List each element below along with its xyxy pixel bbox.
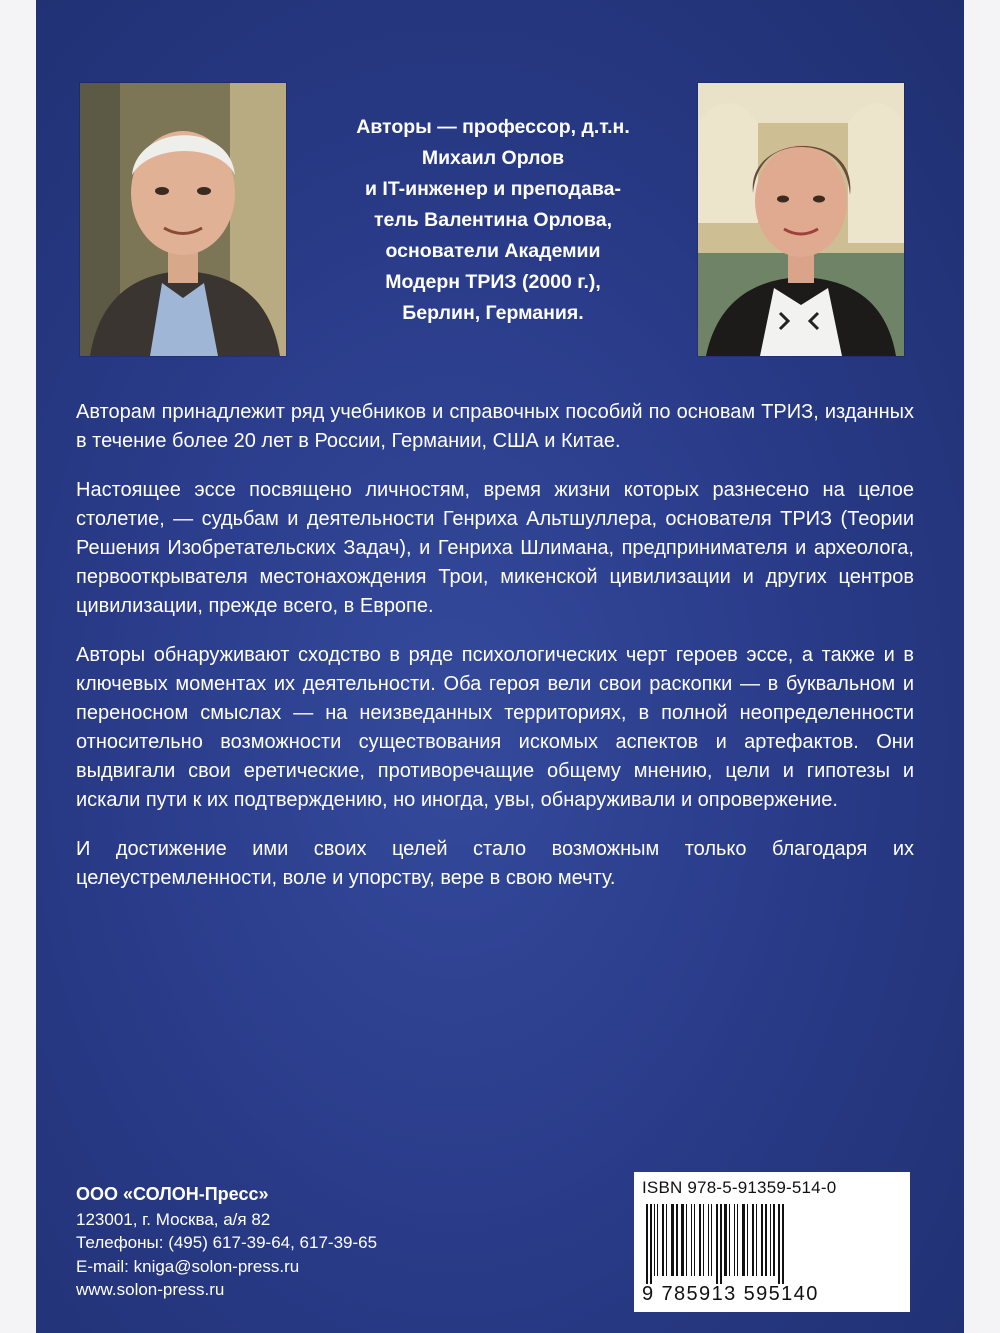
barcode-bar: [765, 1204, 767, 1276]
barcode-bar: [681, 1204, 684, 1276]
authors-caption-line: тель Валентина Орлова,: [373, 209, 613, 231]
barcode-bar: [691, 1204, 692, 1276]
barcode-bar: [747, 1204, 748, 1276]
woman-portrait-illustration: [698, 83, 904, 356]
barcode-bar: [676, 1204, 678, 1276]
book-back-cover: [36, 0, 964, 1333]
barcode-bar: [734, 1204, 735, 1276]
authors-caption-line: Модерн ТРИЗ (2000 г.),: [385, 271, 601, 293]
barcode-bar: [724, 1204, 727, 1276]
publisher-address: 123001, г. Москва, а/я 82: [76, 1209, 271, 1229]
barcode-bar: [703, 1204, 704, 1276]
barcode-bar: [654, 1204, 655, 1276]
cover-edge-left: [0, 0, 36, 1333]
author-photo-mikhail-orlov: [80, 83, 286, 356]
barcode-bar: [778, 1204, 780, 1284]
barcode-bar: [720, 1204, 722, 1284]
authors-caption-line: Берлин, Германия.: [402, 302, 584, 324]
barcode-bar: [657, 1204, 658, 1276]
description-paragraph: Авторам принадлежит ряд учебников и справочных пособий по основам ТРИЗ, изданных в течение более 20 лет в России, Германии, США и Китае.: [76, 401, 914, 452]
barcode-bar: [737, 1204, 738, 1276]
description-paragraph: Настоящее эссе посвящено личностям, время жизни которых разнесено на целое столетие, — судьбам и деятельности Генриха Альтшуллера, основателя ТРИЗ (Теории Решения Изобретательских Задач), и Генриха Шлимана, предпринимателя и археолога, первооткрывателя местонахождения Трои, микенской цивилизации и других центров цивилизации, прежде всего, в Европе.: [76, 479, 914, 617]
publisher-name: ООО «СОЛОН-Пресс»: [76, 1184, 269, 1204]
description-paragraph: И достижение ими своих целей стало возможным только благодаря их целеустремленности, воле и упорству, вере в свою мечту.: [76, 838, 914, 889]
barcode-bar: [782, 1204, 784, 1284]
barcode-bar: [699, 1204, 701, 1276]
barcode-bar: [752, 1204, 754, 1276]
barcode-bar: [756, 1204, 757, 1276]
isbn-barcode: [634, 1172, 910, 1312]
isbn-number: ISBN 978-5-91359-514-0: [642, 1178, 837, 1197]
authors-caption-line: и IT-инженер и преподава-: [365, 178, 621, 200]
barcode-bars-icon: [644, 1204, 900, 1284]
barcode-bar: [729, 1204, 730, 1276]
publisher-email: E-mail: kniga@solon-press.ru: [76, 1256, 300, 1276]
barcode-bar: [646, 1204, 648, 1284]
barcode-bar: [694, 1204, 695, 1276]
barcode-bar: [770, 1204, 771, 1276]
description-text: [76, 398, 914, 913]
authors-caption-line: основатели Академии: [385, 240, 601, 262]
description-paragraph: Авторы обнаруживают сходство в ряде психологических черт героев эссе, а также и в ключевых моментах их деятельности. Оба героя вели свои раскопки — в буквальном и переносном смыслах — на неизведанных территориях, в полной неопределенности относительно возможности существования искомых аспектов и артефактов. Они выдвигали свои еретические, противоречащие общему мнению, цели и гипотезы и искали пути к их подтверждению, но иногда, увы, обнаруживали и опровержение.: [76, 644, 914, 811]
cover-edge-right: [964, 0, 1000, 1333]
man-portrait-illustration: [80, 83, 286, 356]
barcode-bar: [708, 1204, 709, 1276]
barcode-bar: [666, 1204, 667, 1276]
author-photo-valentina-orlova: [698, 83, 904, 356]
authors-caption-line: Михаил Орлов: [421, 147, 565, 169]
authors-caption-line: Авторы — профессор, д.т.н.: [356, 116, 630, 138]
publisher-info: [76, 1183, 496, 1302]
barcode-bar: [686, 1204, 687, 1276]
barcode-bar: [742, 1204, 745, 1276]
publisher-website: www.solon-press.ru: [76, 1280, 225, 1299]
barcode-bar: [671, 1204, 674, 1276]
barcode-bar: [650, 1204, 652, 1284]
publisher-phones: Телефоны: (495) 617-39-64, 617-39-65: [76, 1233, 378, 1252]
ean-digits: 9 785913 595140: [642, 1283, 819, 1305]
barcode-bar: [662, 1204, 664, 1276]
barcode-bar: [711, 1204, 712, 1276]
barcode-bar: [773, 1204, 775, 1276]
barcode-bar: [716, 1204, 718, 1284]
authors-caption: [296, 112, 690, 329]
barcode-bar: [761, 1204, 763, 1276]
